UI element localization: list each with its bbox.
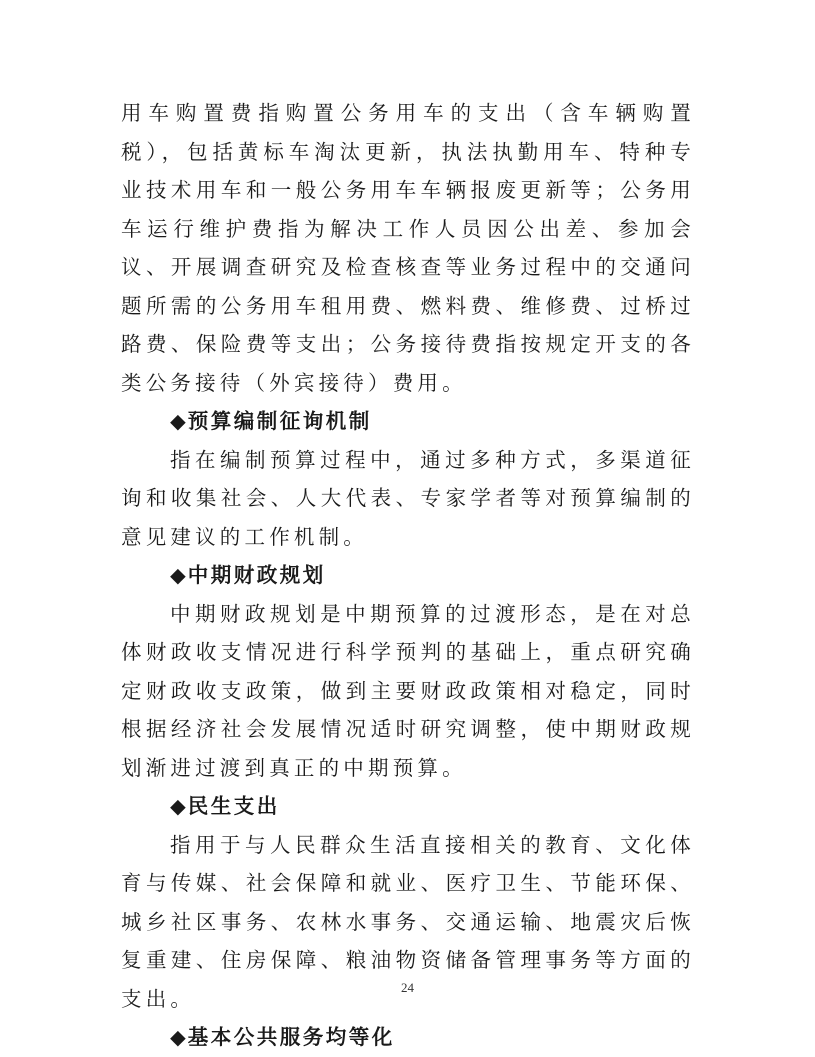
diamond-bullet-icon: ◆ — [170, 409, 186, 433]
diamond-bullet-icon: ◆ — [170, 794, 186, 818]
paragraph-medium-term-plan: 中期财政规划是中期预算的过渡形态，是在对总体财政收支情况进行科学预判的基础上，重点研究确定财政收支政策，做到主要财政政策相对稳定，同时根据经济社会发展情况适时研究调整，使中期财政规划渐进过渡到真正的中期预算。 — [121, 601, 695, 780]
section-heading-public-services — [121, 1018, 695, 1057]
section-heading-livelihood-spending — [121, 787, 695, 826]
section-heading-budget-consultation — [121, 402, 695, 441]
paragraph-livelihood-spending: 指用于与人民群众生活直接相关的教育、文化体育与传媒、社会保障和就业、医疗卫生、节能环保、城乡社区事务、农林水事务、交通运输、地震灾后恢复重建、住房保障、粮油物资储备管理事务等方面的支出。 — [121, 832, 695, 1011]
section-heading-label: 中期财政规划 — [187, 563, 326, 587]
document-body — [121, 94, 695, 1057]
section-heading-label: 民生支出 — [187, 794, 280, 818]
paragraph-vehicle-costs: 用车购置费指购置公务用车的支出（含车辆购置税），包括黄标车淘汰更新，执法执勤用车、特种专业技术用车和一般公务用车车辆报废更新等；公务用车运行维护费指为解决工作人员因公出差、参加会议、开展调查研究及检查核查等业务过程中的交通问题所需的公务用车租用费、燃料费、维修费、过桥过路费、保险费等支出；公务接待费指按规定开支的各类公务接待（外宾接待）费用。 — [121, 101, 695, 395]
diamond-bullet-icon: ◆ — [170, 1025, 186, 1049]
section-heading-medium-term-plan — [121, 556, 695, 595]
section-heading-label: 预算编制征询机制 — [187, 409, 372, 433]
page-number: 24 — [401, 980, 414, 995]
paragraph-budget-consultation: 指在编制预算过程中，通过多种方式，多渠道征询和收集社会、人大代表、专家学者等对预算编制的意见建议的工作机制。 — [121, 447, 695, 549]
section-heading-label: 基本公共服务均等化 — [187, 1025, 395, 1049]
diamond-bullet-icon: ◆ — [170, 563, 186, 587]
